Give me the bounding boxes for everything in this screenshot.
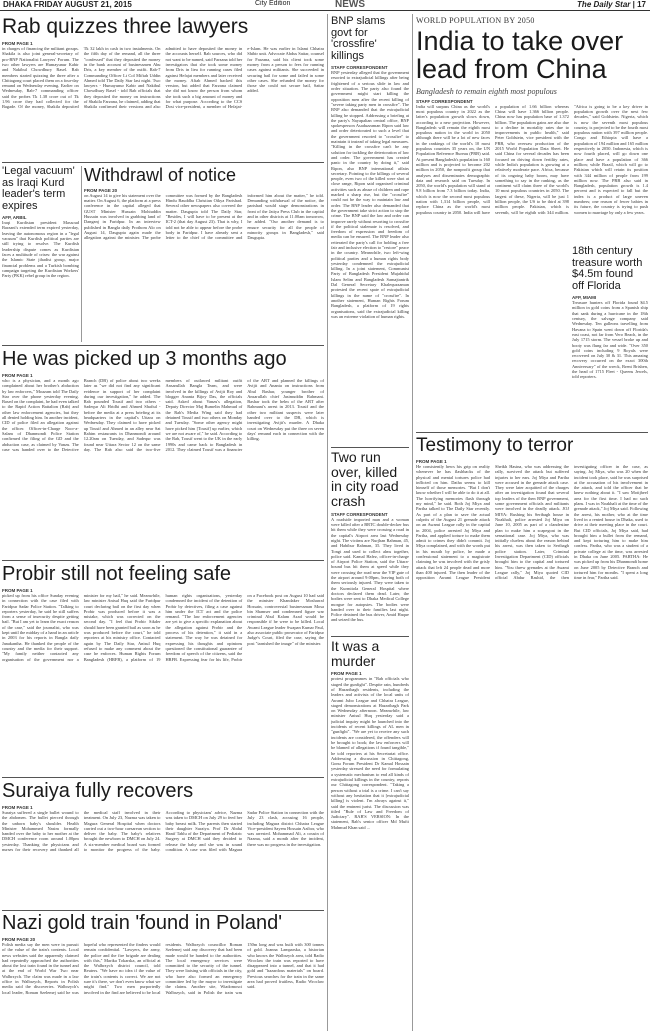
headline-murder[interactable]: It was a murder: [331, 639, 380, 669]
body-bnp: BNP yesterday alleged that the government resorted to extrajudicial killings after being frightened of a serious slide in law and order situation. The party also found the government might start killing the opposition men after the recent killing of "severe taking party men in crossfire". The BNP also demanded that the extrajudicial killing be stopped. Addressing a briefing at the party's Nayapaltan central office, BNP spokesperson Asaduzzaman Ripon said law and order deteriorated to such a level that the government resorted to "crossfire" to maintain it instead of taking legal measures. "Killing in the crossfire can't be any solution for tackling the deterioration of law and order. The government has created panic in the country by doing it," said Ripon, also BNP international affairs secretary. Pointing to the killings of several people, even two of the killed were shot at close range, Ripon said organised criminal activities such as abuse of children and rape marked a sharp rise, but the "crossfire" could not be the way to maintain law and order. The BNP leader also demanded that the government take strict action to stop the crime. The BNP said the law and order can improve rarely without resorting to crossfire if the political stalemate is resolved, and freedom of expression and freedom of media can be ensured. The BNP leader also reiterated the party's call for holding a free fair and inclusive election to "restore" peace in the country. Meanwhile, two left-wing political parties and a human rights body yesterday condemned the extrajudicial killing. In a joint statement, Communist Party of Bangladesh President Mujahidul Islam Selim and Bangladesh Samajtantrik Dal General Secretary Khalequzzaman protested the recent spate of extrajudicial killings in the name of "crossfire". In another statement, Human Rights Forum Bangladesh, a platform of 19 rights organisations, said the extrajudicial killing was an extreme violation of human rights.: [331, 70, 409, 319]
byline-hewas: FROM PAGE 1: [2, 373, 33, 378]
edition-label: City Edition: [255, 0, 291, 7]
column-rule: [81, 166, 82, 342]
masthead-and-page: The Daily Star | 17: [577, 0, 646, 9]
story-hewas: [2, 349, 324, 559]
byline-withdrawl: FROM PAGE 20: [84, 187, 118, 193]
byline-testimony: FROM PAGE 1: [416, 458, 447, 464]
kicker-china: WORLD POPULATION BY 2050: [416, 16, 535, 25]
story-probir: [2, 564, 324, 776]
masthead-logo: The Daily Star: [577, 0, 631, 9]
headline-treasure[interactable]: 18th century treasure worth $4.5m found off Florida: [572, 246, 643, 292]
byline-rab: FROM PAGE 1: [2, 41, 33, 47]
body-legal: Iraqi Kurdistan president Massoud Barzani's extended term expired yesterday, leaving the autonomous region in a "legal vacuum" that Kurdish political parties are still trying to resolve. The Kurdish leadership dispute comes as Kurdistan faces a multitude of crises: the war against the Islamic State jihadist group, major financial problems and a Turkish bombing campaign targeting the Kurdistan Workers' Party (PKK) rebel group in the region.: [2, 220, 79, 279]
story-murder: [331, 639, 409, 1031]
headline-nazi[interactable]: Nazi gold train 'found in Poland': [2, 913, 283, 934]
body-road: A roadside imported man and a woman were killed after a BRTC double-decker bus hit them while they were crossing a road in the capital's Airport area last Wednesday night. The victims are Nurjhan Rahman, 45, and Habibur Rahman, 35. They lived in Tongi and used to collect alms together, police said. Kamal Hafez, officer-in-charge of Airport Police Station, said the Uttara-bound bus hit them at speed while they were crossing the road near the VIP gate of the airport around 9:00pm, leaving both of them seriously injured. They were taken to the Kurmitola General Hospital where doctors declared them dead. Later, the bodies were sent to Dhaka Medical College morgue for autopsies. The bodies were handed over to their families last night. Police detained the bus driver, Amid Haque and seized the bus.: [331, 516, 409, 623]
divider: [416, 432, 648, 433]
divider: [331, 447, 409, 448]
body-testimony: He consistently hews his grip on reality whenever he has flashbacks of the physical and mental tortures police had inflicted on him. Datha seems to kill himself of those memories. "But I don't know whether I will be able to do it at all. The horrifying memories flash through my mind," he said. Both Joj Miya and Partha talked to The Daily Star recently. As part of a plan to save the actual culprits of the August 21 grenade attack on an Awami League rally in the capital in 2004, police arrested Joj Miya and Partha, and applied torture to make them admit to crimes they didn't commit. Joj Miya complained, and with the words put in his mouth by police, he made a confessional statement to a magistrate claiming he was involved with the grisly attack that left 24 people dead and more than 400 injured. The then leader of the opposition Awami League President Sheikh Hasina, who was addressing the rally, survived the attack but suffered injuries to her ears. Joj Miya and Partha were accused in the grenade attack case. They were later acquitted of the charges after an investigation found that several top leaders of the then BNP government, some government officials and militants were involved in the deadly attack. JOJ MIYA: Rushing his Seribagh house in Noakhali, police arrested Joj Miya on June 10, 2005 as part of a clandestine plan to make him a scapegoat in the sensational case. Joj Miya, who was initially clueless about the reason behind his arrest, was then taken to Seribagh police station. Later, Criminal Investigation Department (CID) officials brought him to the capital and tortured him. "You threw grenades at the Awami League rally," Joj Miya quoted CID official Abdur Rashid, the then investigating officer in the case, as saying. Joj Miya, who was 20 when the incident took place, said he was surprised at the accusation of his involvement in the attack, and told the officer that he knew nothing about it. "I saw Motijheel area for the first time. I had no such plans. I was in Noakhali at the time of the grenade attack," Joj Miya said. Following the arrest, his mother, who at the time lived in a rented house in Dhaka, used to drive at their meeting place in the court. But CID officials, Joj Miya said, had brought him a bullet from the remand, and kept torturing him to make him confess. Partha, who was a student of a private college at the time, was arrested in Dhaka on June 2005. PARTHA: He was picked up from his Dhanmondi home on June 2005 by Detective Branch and tortured him for months. "I spent a long time in fear," Partha said.: [416, 463, 648, 581]
page-number: 17: [637, 0, 646, 9]
divider: [2, 560, 324, 561]
divider: [2, 162, 324, 163]
body-nazi: Polish media say the men were in pursuit of the value of the train's contents. Local news websites said the apparently claimed had repeatedly approached the authorities about the lost train found in the tunnel and at the end of World War Two near Walbrzych. The claim was made in a law office in Walbrzych, Reports in Polish media said the discoveries. Walbrzych's local leader, Roman Szelemej said he was hopeful who represented the finders would remain confidential. "Lawyers, the army, the police and the fire brigade are dealing with this," Marika Tokarska, an official at the Walbrzych district council, told Reuters. "We have no idea if the value of the train's contents is correct. We are not sure it's there, we don't even know what we might find." Two men purportedly involved in the find are believed to be local residents. Walbrzych councillor Roman Szelemej said any discovery that had been made would be handed to the authorities. The local emergency services were committed to the security of the tunnel. They were liaising with officials in the city, who have also formed an emergency committee led by the mayor to investigate the claims. Another site, Wiadomosci Walbrzych, said in Polish the train was 150m long and was built with 300 tonnes of gold. Joanna Lamparska, a historian who knows the Walbrzych area, told Radio Wroclaw the train was reported to have disappeared into a tunnel, and that it had gold and "hazardous materials" on board. Previous searches for the train in the same area had proved fruitless, Radio Wroclaw said.: [2, 942, 324, 995]
body-treasure: Treasure hunters off Florida found $4.5 million in gold coins from a Spanish ship that sank during a hurricane in the 18th century, the salvage company said Wednesday. Ten galleons travelling from Havana to Spain went down off Florida's east coast, not far from Vero Beach, in the July 1715 storm. The vessel broke up and booty was flung far and wide. "Over 350 gold coins including 9 Royals were recovered on July 30 & 31. This amazing recovery occurred on the exact 300th Anniversary" of the wreck, Brent Brisben, the head of 1715 Fleet - Queens Jewels, told reporters.: [572, 300, 648, 380]
divider: [331, 636, 409, 637]
byline-treasure: AFP, MIAMI: [572, 295, 597, 301]
divider: [2, 910, 324, 911]
byline-road: STAFF CORRESPONDENT: [331, 511, 388, 517]
headline-legal[interactable]: 'Legal vacuum' as Iraqi Kurd leader's term expires: [2, 166, 75, 212]
body-china: India will surpass China as the world's most populous country in 2022 as the latter's population growth slows down, according to a new projection. However, Bangladesh will remain the eighth most populous nation in the world in 2050 although there will be a lot of new faces in the rankings of the world's 10 most populous countries 35 years on, the UN Population Reference Bureau (PRB) said. At present Bangladesh's population is 160 million and is projected to become 202 million in 2050, the nonprofit group that analyses and disseminates demographic data and research said on Tuesday. In 2050, the world's population will stand at 9.8 billion from 7.3 billion today. India, which is now the second most populous nation with 1,314 billion people, will replace China as the world's most populous country in 2050. India will have a population of 1.66 billion whereas China will have 1.366 billion people. China now has population base of 1.372 billion. The population gains are also due to a decline in mortality rates due to improvements in public health," said Peter Goldstein, vice president with the PRB, who oversaw production of the 2015 World Population Data Sheet. He said China for several decades has been focused on driving down fertility rates, while India's population is growing at a relatively moderate pace. Africa, because of its ongoing baby boom, may have something to say in the ranking, as the continent will claim three of the world's 10 most populous countries in 2050. The largest of these, Nigeria, will be just 1 billion people, the US to be third at 398 million people. Pakistan, which is seventh, will be eighth with 344 million. "Africa is going to be a key driver in population growth over the next few decades," said Goldstein. Nigeria, which is now the seventh most populous country, is projected to be the fourth most populous nation with 397 million people. Congo and Ethiopia will have a population of 194 million and 165 million respectively in 2050. Indonesia, which is now fourth placed, will go down one place and have a population of 366 million; while Brazil, which will go to Pakistan which will retain its position with 344 million of people from 199 million now. The PRB also said in Bangladesh, population growth is 1.4 percent and is expected to fall but the index is a product of large uneven numbers; one reason of fewer babies in its future, the country is trying to push women to marriage by only a few years.: [416, 103, 648, 215]
body-probir: picked up from his office Sunday evening in connection with the case filed with Faridpur Sadar Police Station. "Talking to reporters yesterday, he said he still suffers from a sense of insecurity despite getting bail. "But I am yet to learn the exact reason of the case," said the journalist, who was kept until the midday of a hand in an article in 2003 for his reports in Bangla daily Janakantha. He thanked the people of the country and the media for their support. "My family neither contacted any organisation of the government nor a minister for my bail," he said. Meanwhile, law minister Anisul Huq said the Faridpur court declaring bail on the first day when Probir was produced before it was a mistake, which was corrected on the second day. "I feel that Probir Sikder should have been granted bail as soon as he was produced before the court," he told reporters at his ministry office. Contacted again by The Daily Star, Anisul Huq refused to make any comment about the case he enforces. Human Rights Forum Bangladesh (HRFB), a platform of 19 human rights organisations, yesterday condemned the incident of the detention of Probir by detectives, filing a case against him under the ICT act and the police remand. "The law enforcement agencies are yet to give a specific explanation about the allegation against Probir and the process of his detention," it said in a statement. The way he was detained for expressing his thoughts and opinions questioned the constitutional guarantee of freedom of speech of the citizens, said the HRFB. Expressing fear for his life, Probir on a Facebook post on August 10 had said the minister Khandaker Mosharraf Hossain, controversial businessman Mosa bin Shamser and condemned figure war criminal Abul Kalam Azad would be responsible if he were to be killed. Local Awami League leader Swapan Kumar Paul, also associate public prosecutor of Faridpur Judge's Court, filed the case, saying the post "tarnished the image" of the minister.: [2, 593, 324, 662]
subhead-china: Bangladesh to remain eighth most populous: [416, 86, 557, 96]
headline-probir[interactable]: Probir still not feeling safe: [2, 564, 232, 585]
divider: [2, 345, 324, 346]
story-road: [331, 450, 409, 635]
story-bnp: [331, 16, 409, 446]
byline-china: STAFF CORRESPONDENT: [416, 98, 473, 104]
story-testimony: [416, 436, 648, 1031]
body-hewas: who is a physician, and a month ago complained about her brother's abduction by law enforcers," Moazam told The Daily Star over the phone yesterday evening. Based on the complaint, he had even talked to the Rapid Action Battalion (Rab) and other law enforcement agencies, but they all denied holding him. In another incident, CID of police filed an allegation against the officer. Officer-in-Charge Noor-a-Salam of Dhanmondi Police Station confirmed the filing of the GD and the abduction case, as claimed by Vanzu. The case was handed over to the Detective Branch (DB) of police about two weeks later as "we did not find any significant evidence in support of her complaint during our investigation," he added. The Rab pounded Tousif and two others - Sadequr Ali Hridhi and Ahmed Shafiul - before the media at a press briefing at its headquarters in the capital's Uttara on Wednesday. They claimed to have picked up Tousif and Ahmed in an alley near Sat Rahim restaurants in Dhanmondi around 12.20am on Tuesday, and Sadequr was found near Uttara Sector 12 on the same day. The Rab also said the two-five members of outlawed militant outfit Ansarullah Bangla Team, and were involved in the killings of Avijit Roy and blogger Ananta Bijoy Das, the officials said. Asked about Vanzu's allegation, Deputy Director Maj Rumelin Mahmud of the Rab's Media Wing said they had detained Tousif and two others on Monday and Tuesday. "Some other agency might have picked him [Tousif] up earlier, which we are not aware of," he said. According to the Rab, Tousif went to the UK in the early 1990s and came back to Bangladesh in 2012. They claimed Tousif was a financier of the ABT and planned the killings of Avijit and Ananta on instructions from Abul Bashar, younger brother of Ansarullah chief Jasimuddin Rahmani. Bashar took the helm of the ABT after Rahmani's arrest in 2013. Tousif and the other two militant suspects were later handed over to the DB, which is investigating Avijit's murder. A Dhaka court on Wednesday put the three on seven days' remand each in connection with the killing.: [2, 378, 324, 452]
page-header: [0, 0, 650, 11]
headline-road[interactable]: Two run over, killed in city road crash: [331, 450, 399, 510]
byline-bnp: STAFF CORRESPONDENT: [331, 65, 388, 71]
divider: [2, 777, 324, 778]
headline-china[interactable]: India to take over lead from China: [416, 26, 624, 85]
headline-suraiya[interactable]: Suraiya fully recovers: [2, 781, 194, 802]
section-name: NEWS: [335, 0, 365, 10]
byline-nazi: FROM PAGE 20: [2, 937, 36, 942]
story-suraiya: [2, 781, 324, 909]
byline-legal: AFP, ARBIL: [2, 215, 27, 221]
story-withdrawl: [84, 166, 324, 344]
headline-bnp[interactable]: BNP slams govt for 'crossfire' killings: [331, 16, 386, 62]
column-rule: [327, 14, 328, 1031]
headline-testimony[interactable]: Testimony to terror: [416, 436, 574, 456]
story-rab: [2, 16, 324, 161]
story-treasure: [572, 246, 648, 428]
story-legal: [2, 166, 79, 344]
byline-suraiya: FROM PAGE 1: [2, 805, 33, 810]
body-withdrawl: on August 14 to give his statement over the matter. On August 6, the platform at a press conference in the capital alleged that GUST Minister Hussain Mohiuddin Hussain was involved in grabbing land of Danganj in Faridpur. In an interview published in Bangla daily Prothom Alo on August 14, Dasgupta again made the allegation against the minister. The probe committee was formed by the Bangladesh Hindu Bauddha Christian Oikya Parishad. Several other newspapers also covered the matter. Dasgupta told The Daily Star, "Besides, I will have to be present at the ICT-2 (that day August 23). That is why, I told not be able to appear before the probe body in Faridpur. I have already sent a letter to the chief of the committee and informed him about the matter," he told. Demanding withdrawal of the notice, the parishad would stage demonstrations in front of the Jatiya Press Club in the capital and in other districts at 11.00am tomorrow, he added. "Our another demand is to ensure security for all the people of minority groups in Bangladesh," said Dasgupta.: [84, 192, 324, 241]
body-rab: in charges of financing the militant groups. Shakila is also joint general-secretary of pro-BNP Nationalist Lawyers' Forum. The two other lawyers are Humayunur Kabir and Nakibul Chowdhury Rasel. Rab members started quizzing the three after a Chittagong court placed them on a four-day remand on Wednesday evening. Earlier on Wednesday, Rab-7 commanding officer said the probes Tk 1.38 crore out of Tk 1.96 crore they had collected for the Bagade. Of the money, Shakila deposited Tk 32 lakh in cash in two instalments. On the fifth day of the remand, all the three "confessed" that they deposited the money in the bank account of businessmen Abu Dris, a key member of the outfit. Rab-7 Commanding Officer Lt Col Miftah Uddin Ahmed told The Daily Star last night. Two lawyers - Humayunur Kabir and Nakibul Chowdhury Rasel - told Rab officials that they deposited the money on instructions of Shakila Farzana, he claimed, adding that Shakila confirmed their versions and also admitted to have deposited the money in the accounts herself. Rab sources, who did not want to be named, said Farzana told her investigators that she took some money from Dris in lieu for running cases filed against Hefajat members and later received the money. Aftab Ahmed backed this version, but added that Farzana claimed she did not know the person from whom she took such a big amount of money and for what purpose. According to the CCS Dost vice-president, a member of Hefajat-e-Islam. He was earlier in Islami Chhatra Shibir unit. Advocate Abdus Sattar, counsel for Farzana, said his client took some money from a person to fees for running cases against militants. She succeeded in securing bail for some and failed in some other cases. She refunded the money for those she could not secure bail, Sattar added.: [2, 46, 324, 110]
dateline: DHAKA FRIDAY AUGUST 21, 2015: [3, 0, 132, 9]
headline-rab[interactable]: Rab quizzes three lawyers: [2, 16, 249, 38]
story-nazi: [2, 913, 324, 1031]
headline-withdrawl[interactable]: Withdrawl of notice: [84, 166, 237, 185]
byline-probir: FROM PAGE 1: [2, 588, 33, 593]
byline-murder: FROM PAGE 1: [331, 671, 362, 677]
column-rule: [412, 14, 413, 1031]
body-murder: protest programmes in "Rab officials who staged the gunfight". Despite rain, hundreds of Hazaribagh residents, including the leaders and activists of the local units of Awami Jubo League and Chhatra League, staged demonstrations at Hazaribagh Park on Wednesday afternoon. Meanwhile, law minister Anisul Huq yesterday said a judicial inquiry might be launched into the incidents of recent killings of AL men in "gunfight". "We are yet to receive any such incidents are considered, the offenders will be brought to book; the law enforcers will be blamed of allegations if found tangible," he told reporters at his Secretariat office. Addressing a discussion in Chittagong, Gonu Forum President Dr Kamal Hossain yesterday stressed the need for formulating a systematic mechanism to end all kinds of extrajudicial killings in the country, reports our Chittagong correspondent. "Taking a person without a trial is a crime. I can't say without any hesitation that it [extrajudicial killing] is violent. I'm always against it," said the eminent jurist. The discussion was titled "Rule of Law and Freedom of Judiciary". RAB'S VERSION: In the statement, Rab's senior officer Md Mufti Mahmud Khan said ...: [331, 676, 409, 830]
story-china: [416, 16, 648, 244]
body-suraiya: Suraiya suffered a single bullet wound to the abdomen. The bullet pierced through the unborn baby's shoulder. Health Minister Mohammed Nasim formally handed over the baby to her mother at the DMCH conference room around 1.00pm yesterday. Thanking the physicians and nurses for their recovery and thanked all the medical staff involved in their treatment. On July 23, Nazma was taken to Magura General Hospital when doctors carried out a two-hour caesarean section to deliver the baby. The baby's relatives brought the newborn to DMCH on July 24. A six-member medical board was formed to monitor the progress of the baby. According to physicians' advice, Nazma was taken to DMCH on July 29 to feed her baby breast milk. The parents then started their daughter Suraiya. Prof Dr Abdul Hanif Tablu of the Department of Pediatric Surgery at DMCH said they decided to release the baby and she was in sound condition. A case was filed with Magura Sadar Police Station in connection with the July 23 clash, accusing 16 people, including Magura district Chhatra League Vice-president Sayem Hossain Azibor, who was arrested. Mohammad Ali, a cousin of Nazma, said a month after the incident, there was no progress in the investigation.: [2, 810, 324, 853]
headline-hewas[interactable]: He was picked up 3 months ago: [2, 349, 287, 370]
